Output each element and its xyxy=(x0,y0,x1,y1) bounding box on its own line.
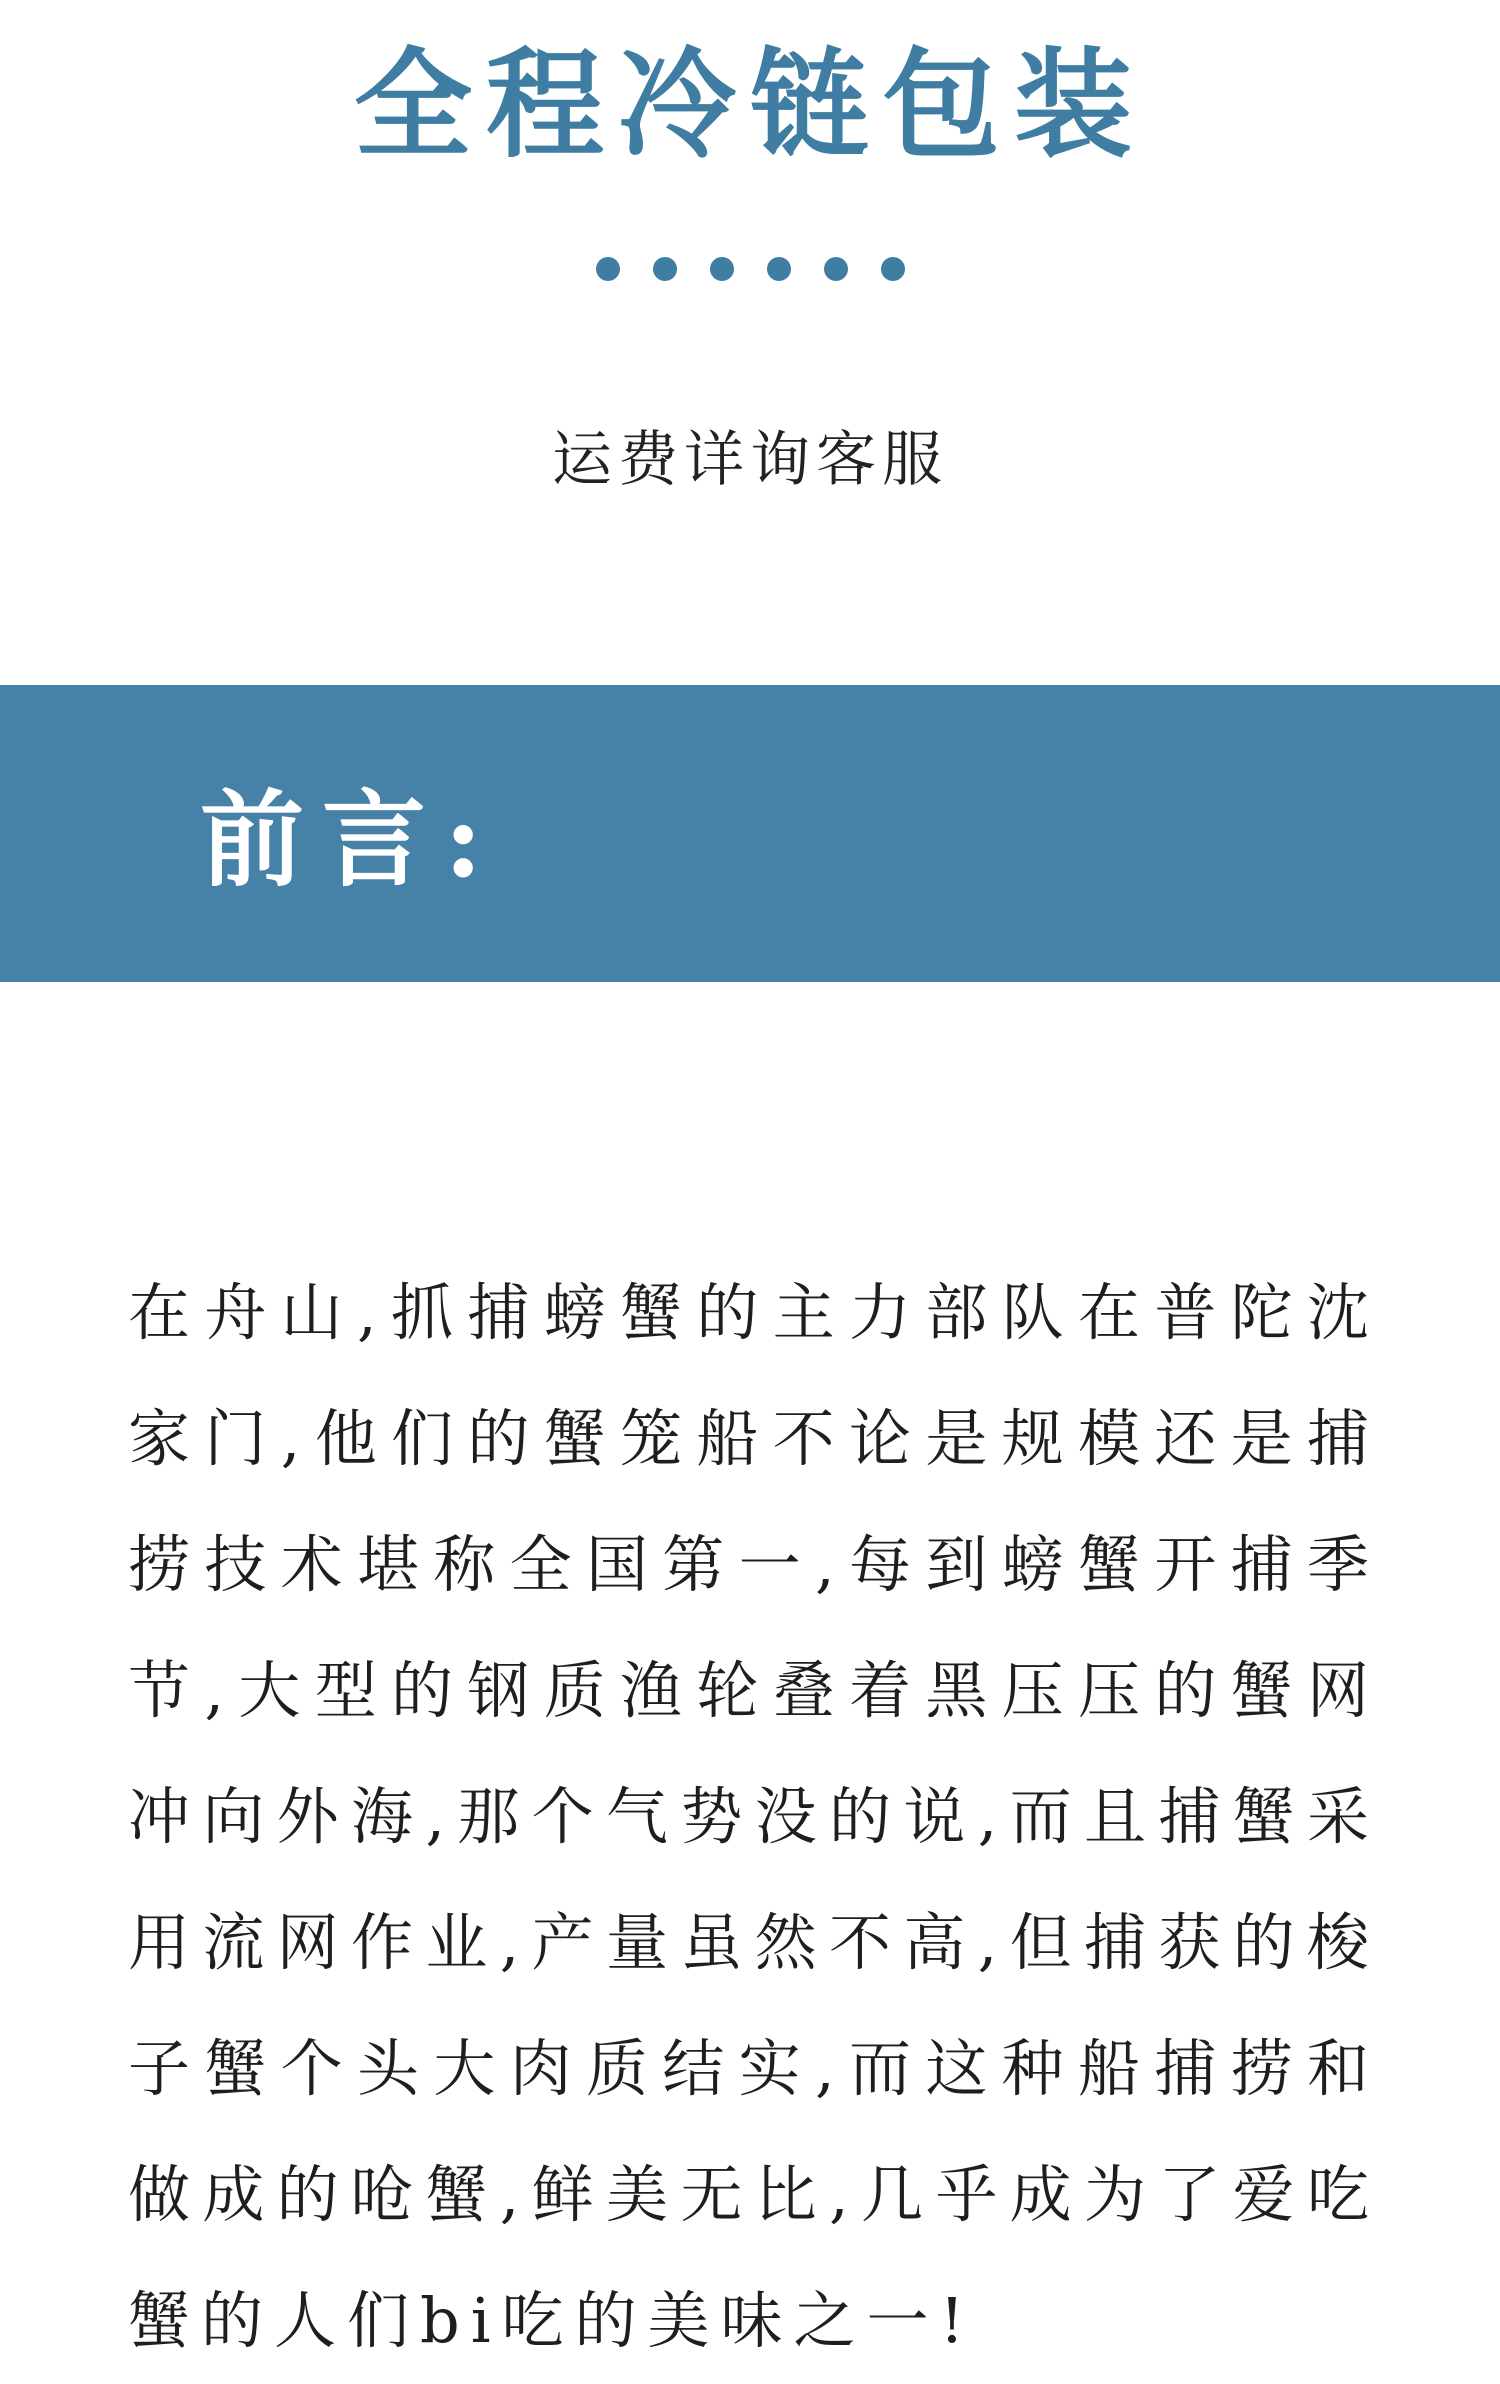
dot-icon xyxy=(767,257,791,281)
decorative-dots xyxy=(0,257,1500,281)
page-title: 全程冷链包装 xyxy=(353,35,1146,174)
dot-icon xyxy=(596,257,620,281)
dot-icon xyxy=(653,257,677,281)
section-banner xyxy=(0,685,1500,982)
dot-icon xyxy=(824,257,848,281)
article-paragraph: 在舟山,抓捕螃蟹的主力部队在普陀沈家门,他们的蟹笼船不论是规模还是捕捞技术堪称全国第一,每到螃蟹开捕季节,大型的钢质渔轮叠着黑压压的蟹网冲向外海,那个气势没的说,而且捕蟹采用流网作业,产量虽然不高,但捕获的梭子蟹个头大肉质结实,而这种船捕捞和做成的呛蟹,鲜美无比,几乎成为了爱吃蟹的人们bi吃的美味之一! xyxy=(128,1276,1380,2357)
dot-icon xyxy=(710,257,734,281)
section-heading: 前言: xyxy=(200,778,501,901)
shipping-note: 运费详询客服 xyxy=(552,425,948,495)
dot-icon xyxy=(881,257,905,281)
